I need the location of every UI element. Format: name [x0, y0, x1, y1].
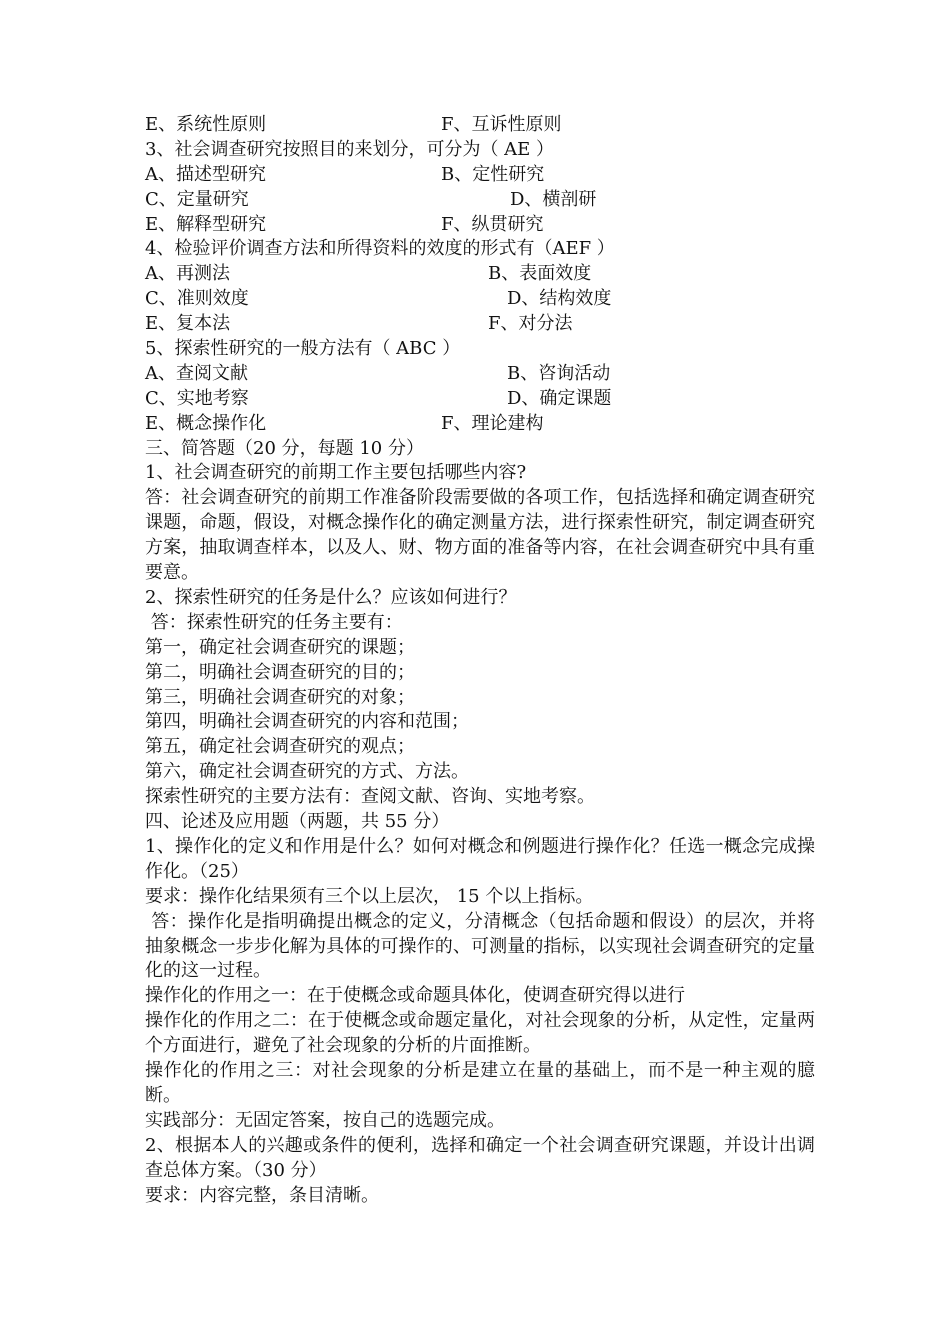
answer-item: 第六，确定社会调查研究的方式、方法。 [145, 761, 469, 783]
answer-role-3: 操作化的作用之三：对社会现象的分析是建立在量的基础上，而不是一种主观的臆断。 [145, 1060, 815, 1106]
option-a: A、描述型研究 [145, 163, 266, 185]
option-row [145, 362, 815, 387]
answer-intro: 答：探索性研究的任务主要有： [145, 611, 403, 633]
question-stem: 3、社会调查研究按照目的来划分，可分为（ AE ） [145, 138, 555, 160]
requirement-text: 要求：内容完整，条目清晰。 [145, 1184, 379, 1206]
document-body [145, 113, 815, 1208]
question-stem: 5、探索性研究的一般方法有（ ABC ） [145, 338, 461, 360]
option-b: B、定性研究 [441, 163, 545, 185]
option-e: E、解释型研究 [145, 213, 267, 235]
answer-definition: 答：操作化是指明确提出概念的定义，分清概念（包括命题和假设）的层次，并将抽象概念一步步化解为具体的可操作的、可测量的指标，以实现社会调查研究的定量化的这一过程。 [145, 910, 815, 982]
answer-item: 第五，确定社会调查研究的观点； [145, 736, 415, 758]
question-stem: 4、检验评价调查方法和所得资料的效度的形式有（AEF ） [145, 238, 615, 260]
option-row [145, 213, 815, 238]
option-row [145, 113, 815, 138]
option-row [145, 387, 815, 412]
option-row [145, 163, 815, 188]
option-d: D、结构效度 [507, 288, 612, 310]
answer-item: 第四，明确社会调查研究的内容和范围； [145, 711, 469, 733]
answer-methods: 探索性研究的主要方法有：查阅文献、咨询、实地考察。 [145, 786, 595, 808]
option-e: E、系统性原则 [145, 114, 267, 135]
option-row [145, 412, 815, 437]
option-c: C、实地考察 [145, 387, 249, 409]
question-text: 1、社会调查研究的前期工作主要包括哪些内容? [145, 462, 527, 484]
option-row [145, 312, 815, 337]
answer-practice: 实践部分：无固定答案，按自己的选题完成。 [145, 1109, 505, 1131]
section-heading: 四、论述及应用题（两题，共 55 分） [145, 811, 450, 832]
option-c: C、准则效度 [145, 288, 249, 310]
section-heading: 三、简答题（20 分，每题 10 分） [145, 437, 424, 459]
option-a: A、查阅文献 [145, 362, 248, 384]
answer-paragraph: 答：社会调查研究的前期工作准备阶段需要做的各项工作，包括选择和确定调查研究课题，命题，假设，对概念操作化的确定测量方法，进行探索性研究，制定调查研究方案，抽取调查样本，以及人、财、物方面的准备等内容，在社会调查研究中具有重要意。 [145, 487, 815, 584]
option-f: F、互诉性原则 [441, 114, 562, 135]
option-c: C、定量研究 [145, 188, 249, 210]
answer-item: 第三，明确社会调查研究的对象； [145, 686, 415, 708]
option-e: E、复本法 [145, 313, 231, 335]
question-text: 2、探索性研究的任务是什么？应该如何进行？ [145, 586, 517, 608]
option-f: F、对分法 [488, 313, 573, 335]
option-e: E、概念操作化 [145, 412, 267, 434]
question-text: 1、操作化的定义和作用是什么？如何对概念和例题进行操作化？任选一概念完成操作化。（25） [145, 835, 815, 882]
option-row [145, 287, 815, 312]
option-b: B、咨询活动 [507, 362, 611, 384]
option-d: D、横剖研 [510, 188, 597, 210]
option-a: A、再测法 [145, 263, 230, 285]
requirement-text: 要求：操作化结果须有三个以上层次， 15 个以上指标。 [145, 885, 594, 907]
answer-item: 第一，确定社会调查研究的课题； [145, 636, 415, 658]
option-f: F、纵贯研究 [441, 213, 544, 235]
question-text: 2、根据本人的兴趣或条件的便利，选择和确定一个社会调查研究课题，并设计出调查总体方案。（30 分） [145, 1134, 815, 1181]
option-d: D、确定课题 [507, 387, 612, 409]
option-b: B、表面效度 [488, 263, 592, 285]
option-row [145, 188, 815, 213]
answer-role-1: 操作化的作用之一：在于使概念或命题具体化，使调查研究得以进行 [145, 985, 685, 1007]
option-f: F、理论建构 [441, 412, 544, 434]
option-row [145, 262, 815, 287]
answer-item: 第二，明确社会调查研究的目的； [145, 661, 415, 683]
answer-role-2: 操作化的作用之二：在于使概念或命题定量化，对社会现象的分析，从定性，定量两个方面进行，避免了社会现象的分析的片面推断。 [145, 1010, 815, 1057]
